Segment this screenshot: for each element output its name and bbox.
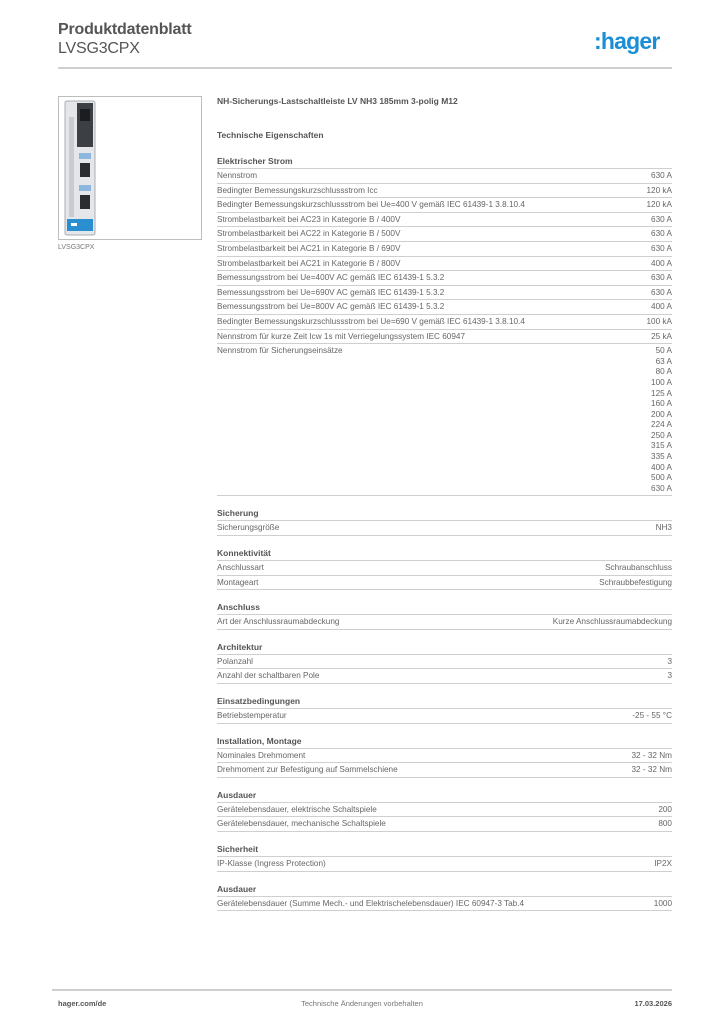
row-value: 120 kA bbox=[646, 185, 672, 195]
row-label: Gerätelebensdauer, elektrische Schaltspiele bbox=[217, 804, 377, 814]
product-code: LVSG3CPX bbox=[58, 40, 140, 57]
row-value: 400 A bbox=[651, 302, 672, 312]
row-value: 335 A bbox=[651, 452, 672, 462]
footer-divider bbox=[52, 989, 672, 991]
image-caption: LVSG3CPX bbox=[58, 244, 95, 251]
row-label: Bedingter Bemessungskurzschlussstrom Icc bbox=[217, 185, 378, 195]
spec-group-architektur bbox=[217, 642, 672, 684]
row-value: 32 - 32 Nm bbox=[631, 750, 672, 760]
table-row bbox=[217, 763, 672, 778]
row-label: Drehmoment zur Befestigung auf Sammelschiene bbox=[217, 765, 398, 775]
row-label: Anschlussart bbox=[217, 563, 264, 573]
row-value: 630 A bbox=[651, 214, 672, 224]
row-value: IP2X bbox=[654, 858, 672, 868]
row-value: 125 A bbox=[651, 388, 672, 398]
row-value: 224 A bbox=[651, 420, 672, 430]
table-row bbox=[217, 184, 672, 199]
group-title: Ausdauer bbox=[217, 790, 672, 803]
row-value: 800 bbox=[658, 819, 672, 829]
row-value: 100 A bbox=[651, 377, 672, 387]
row-value: 630 A bbox=[651, 483, 672, 493]
product-image bbox=[58, 96, 202, 240]
table-row bbox=[217, 521, 672, 536]
footer-website-link[interactable]: hager.com/de bbox=[58, 999, 107, 1008]
row-value: -25 - 55 °C bbox=[632, 711, 672, 720]
footer-date: 17.03.2026 bbox=[634, 999, 672, 1008]
product-name: NH-Sicherungs-Lastschaltleiste LV NH3 185mm 3-polig M12 bbox=[217, 96, 458, 106]
group-title: Elektrischer Strom bbox=[217, 156, 672, 169]
group-title: Ausdauer bbox=[217, 884, 672, 897]
row-label: Strombelastbarkeit bei AC23 in Kategorie B / 400V bbox=[217, 214, 401, 224]
table-row bbox=[217, 749, 672, 764]
row-value: 160 A bbox=[651, 399, 672, 409]
table-row bbox=[217, 857, 672, 872]
row-value: 630 A bbox=[651, 229, 672, 239]
table-row bbox=[217, 655, 672, 670]
row-label: Nennstrom für kurze Zeit Icw 1s mit Verriegelungssystem IEC 60947 bbox=[217, 331, 465, 341]
table-row bbox=[217, 897, 672, 912]
row-value: 3 bbox=[667, 656, 672, 666]
row-value: 250 A bbox=[651, 430, 672, 440]
spec-content bbox=[217, 96, 672, 911]
table-row-multivalue bbox=[217, 344, 672, 496]
row-label: Nennstrom für Sicherungseinsätze bbox=[217, 346, 343, 356]
row-label: Bedingter Bemessungskurzschlussstrom bei Ue=400 V gemäß IEC 61439-1 3.8.10.4 bbox=[217, 200, 525, 210]
row-value: 63 A bbox=[655, 356, 672, 366]
row-label: Betriebstemperatur bbox=[217, 711, 287, 720]
row-value: 100 kA bbox=[646, 316, 672, 326]
row-value: 315 A bbox=[651, 441, 672, 451]
row-label: Strombelastbarkeit bei AC21 in Kategorie B / 690V bbox=[217, 243, 401, 253]
table-row bbox=[217, 271, 672, 286]
row-label: Nennstrom bbox=[217, 171, 258, 180]
table-row bbox=[217, 213, 672, 228]
row-value: Kurze Anschlussraumabdeckung bbox=[552, 617, 672, 627]
row-value-list bbox=[651, 346, 672, 494]
table-row bbox=[217, 242, 672, 257]
row-value: 3 bbox=[667, 671, 672, 681]
table-row bbox=[217, 315, 672, 330]
row-value: 50 A bbox=[655, 346, 672, 356]
spec-group-sicherheit bbox=[217, 844, 672, 872]
section-title: Technische Eigenschaften bbox=[217, 130, 324, 140]
group-title: Anschluss bbox=[217, 602, 672, 615]
row-value: 25 kA bbox=[651, 331, 672, 341]
row-value: NH3 bbox=[655, 523, 672, 533]
row-label: Polanzahl bbox=[217, 656, 253, 666]
row-label: Nominales Drehmoment bbox=[217, 750, 306, 760]
table-row bbox=[217, 286, 672, 301]
row-label: Anzahl der schaltbaren Pole bbox=[217, 671, 320, 681]
row-value: 1000 bbox=[653, 898, 672, 908]
table-row bbox=[217, 561, 672, 576]
row-label: Bedingter Bemessungskurzschlussstrom bei Ue=690 V gemäß IEC 61439-1 3.8.10.4 bbox=[217, 316, 525, 326]
spec-group-konnektivitaet bbox=[217, 548, 672, 590]
table-row bbox=[217, 227, 672, 242]
table-row bbox=[217, 615, 672, 630]
row-label: Bemessungsstrom bei Ue=800V AC gemäß IEC 61439-1 5.3.2 bbox=[217, 302, 445, 312]
row-value: 630 A bbox=[651, 171, 672, 180]
group-title: Konnektivität bbox=[217, 548, 672, 561]
spec-group-installation bbox=[217, 736, 672, 778]
table-row bbox=[217, 669, 672, 684]
group-title: Architektur bbox=[217, 642, 672, 655]
row-label: Montageart bbox=[217, 577, 259, 587]
row-label: Strombelastbarkeit bei AC22 in Kategorie B / 500V bbox=[217, 229, 401, 239]
row-label: Sicherungsgröße bbox=[217, 523, 280, 533]
row-label: IP-Klasse (Ingress Protection) bbox=[217, 858, 326, 868]
table-row bbox=[217, 257, 672, 272]
spec-group-einsatzbedingungen bbox=[217, 696, 672, 724]
table-row bbox=[217, 803, 672, 818]
row-label: Strombelastbarkeit bei AC21 in Kategorie B / 800V bbox=[217, 258, 401, 268]
group-title: Installation, Montage bbox=[217, 736, 672, 749]
row-value: 120 kA bbox=[646, 200, 672, 210]
row-value: 630 A bbox=[651, 287, 672, 297]
hager-logo: :hager bbox=[594, 28, 660, 54]
footer-notice: Technische Änderungen vorbehalten bbox=[301, 999, 423, 1008]
header-divider bbox=[58, 67, 672, 69]
row-value: 200 A bbox=[651, 409, 672, 419]
row-label: Art der Anschlussraumabdeckung bbox=[217, 617, 340, 627]
table-row bbox=[217, 817, 672, 832]
row-value: 630 A bbox=[651, 243, 672, 253]
row-value: 32 - 32 Nm bbox=[631, 765, 672, 775]
spec-group-ausdauer bbox=[217, 790, 672, 832]
table-row bbox=[217, 576, 672, 591]
table-row bbox=[217, 300, 672, 315]
fuse-switch-disconnector-icon bbox=[59, 97, 201, 239]
document-header bbox=[58, 20, 192, 58]
table-row bbox=[217, 169, 672, 184]
spec-group-sicherung bbox=[217, 508, 672, 536]
table-row bbox=[217, 709, 672, 724]
group-title: Sicherheit bbox=[217, 844, 672, 857]
row-value: Schraubbefestigung bbox=[599, 577, 672, 587]
row-value: 400 A bbox=[651, 258, 672, 268]
row-value: 80 A bbox=[655, 367, 672, 377]
row-value: 400 A bbox=[651, 462, 672, 472]
page-title: Produktdatenblatt bbox=[58, 21, 192, 38]
table-row bbox=[217, 330, 672, 345]
row-value: 630 A bbox=[651, 273, 672, 283]
row-label: Bemessungsstrom bei Ue=690V AC gemäß IEC 61439-1 5.3.2 bbox=[217, 287, 445, 297]
spec-group-anschluss bbox=[217, 602, 672, 630]
row-label: Gerätelebensdauer (Summe Mech.- und Elektrischelebensdauer) IEC 60947-3 Tab.4 bbox=[217, 898, 525, 908]
table-row bbox=[217, 198, 672, 213]
row-value: Schraubanschluss bbox=[605, 563, 672, 573]
row-value: 500 A bbox=[651, 473, 672, 483]
row-label: Bemessungsstrom bei Ue=400V AC gemäß IEC 61439-1 5.3.2 bbox=[217, 273, 445, 283]
spec-group-ausdauer-2 bbox=[217, 884, 672, 912]
row-value: 200 bbox=[658, 804, 672, 814]
group-title: Sicherung bbox=[217, 508, 672, 521]
row-label: Gerätelebensdauer, mechanische Schaltspiele bbox=[217, 819, 386, 829]
spec-group-elektrischer-strom bbox=[217, 156, 672, 496]
group-title: Einsatzbedingungen bbox=[217, 696, 672, 709]
